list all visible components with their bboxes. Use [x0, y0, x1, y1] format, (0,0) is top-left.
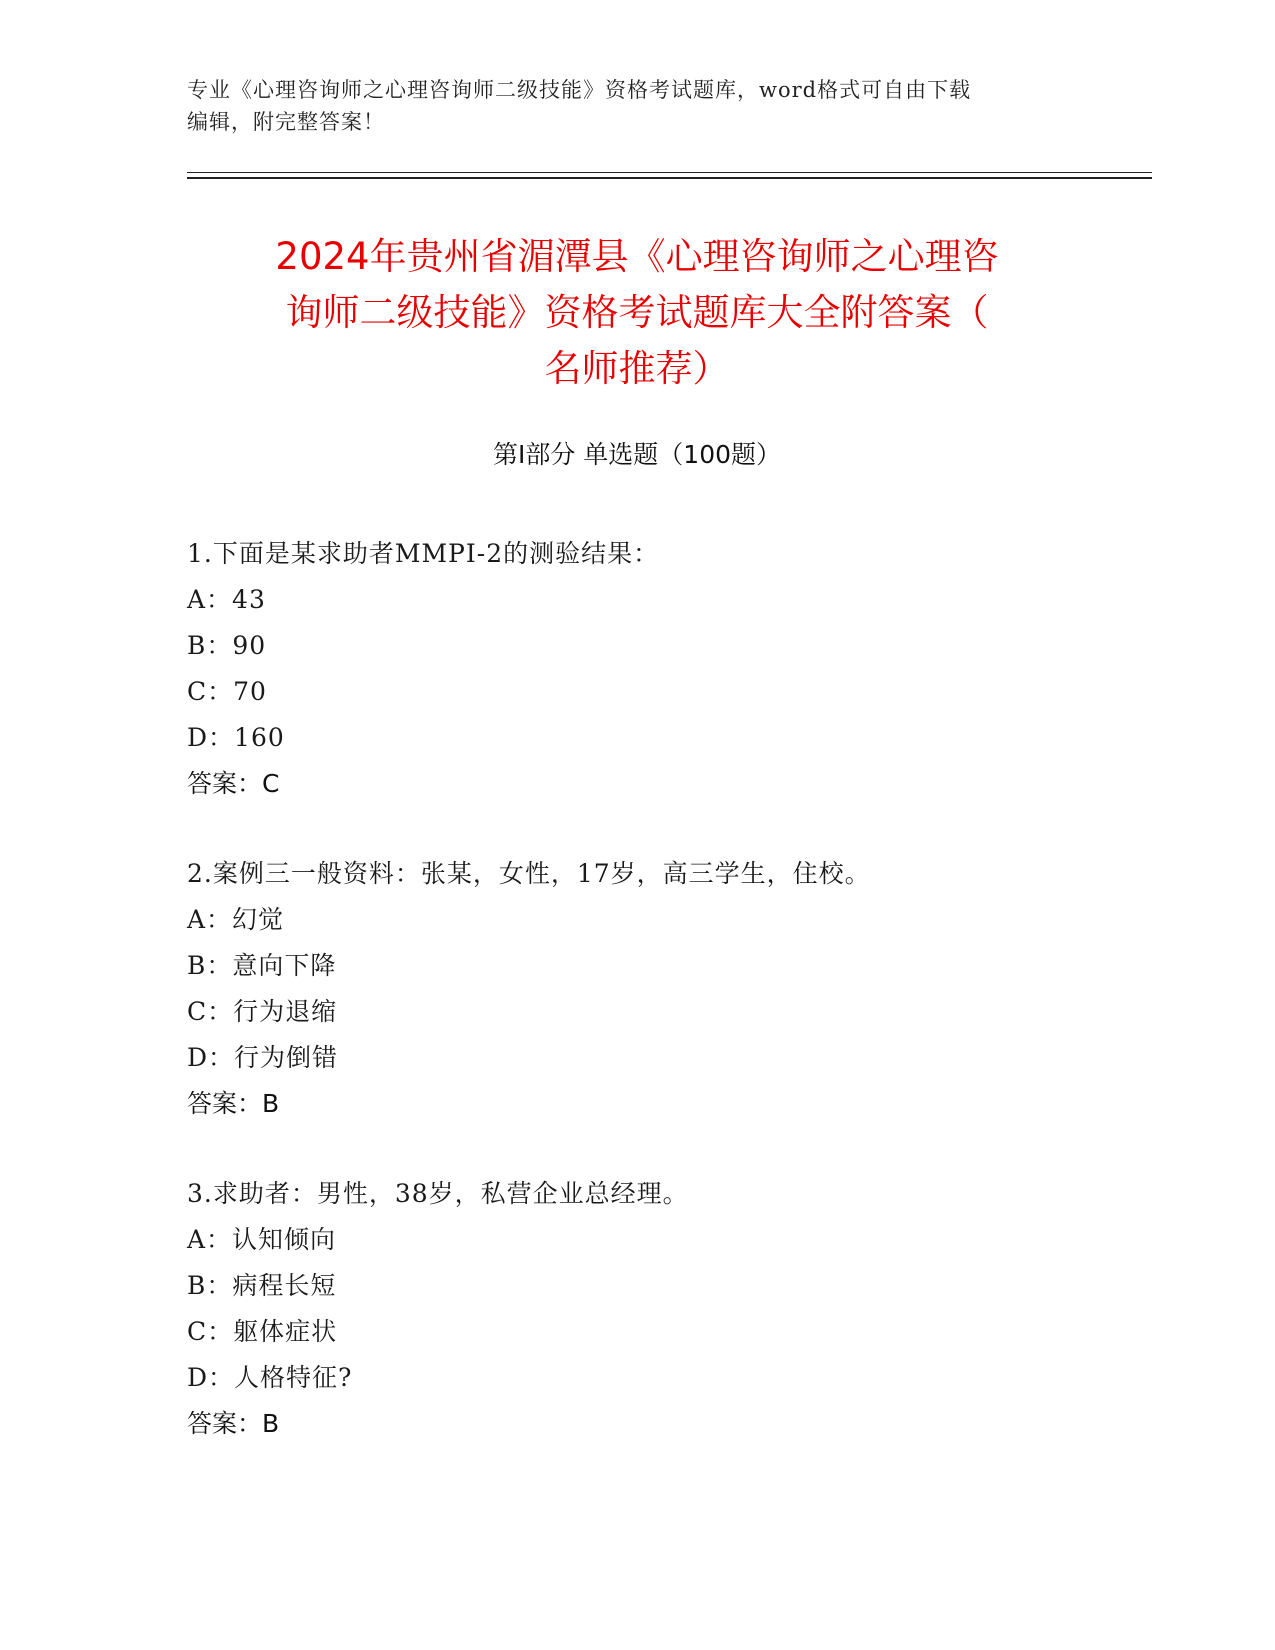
option-c: C：行为退缩: [187, 997, 338, 1026]
option-a: A：幻觉: [187, 905, 285, 934]
title-line-2: 询师二级技能》资格考试题库大全附答案（: [285, 291, 989, 334]
option-b: B：病程长短: [187, 1271, 337, 1300]
answer: 答案：C: [187, 769, 280, 798]
header-note-line-1: 专业《心理咨询师之心理咨询师二级技能》资格考试题库，word格式可自由下载: [187, 78, 972, 102]
option-d: D：人格特征?: [187, 1363, 353, 1392]
option-a: A：认知倾向: [187, 1225, 337, 1254]
option-d: D：160: [187, 723, 285, 752]
option-a: A：43: [187, 585, 266, 614]
section-heading: 第Ⅰ部分 单选题（100题）: [492, 440, 782, 469]
option-b: B：90: [187, 631, 267, 660]
question-stem: 1.下面是某求助者MMPI-2的测验结果：: [187, 539, 660, 568]
question-2: [187, 851, 1087, 1127]
header-note: [187, 74, 1087, 138]
answer: 答案：B: [187, 1089, 280, 1118]
question-3: [187, 1171, 1087, 1447]
option-d: D：行为倒错: [187, 1043, 339, 1072]
header-divider-thick: [187, 177, 1152, 179]
option-c: C：躯体症状: [187, 1317, 338, 1346]
header-divider-thin: [187, 172, 1152, 173]
title-line-3: 名师推荐）: [544, 347, 730, 390]
document-title: [187, 229, 1087, 397]
option-c: C：70: [187, 677, 267, 706]
question-stem: 3.求助者：男性，38岁，私营企业总经理。: [187, 1179, 689, 1208]
title-line-1: 2024年贵州省湄潭县《心理咨询师之心理咨: [275, 235, 999, 278]
header-note-line-2: 编辑，附完整答案！: [187, 110, 385, 134]
option-b: B：意向下降: [187, 951, 337, 980]
question-1: [187, 531, 1087, 807]
question-stem: 2.案例三一般资料：张某，女性，17岁，高三学生，住校。: [187, 859, 871, 888]
answer: 答案：B: [187, 1409, 280, 1438]
